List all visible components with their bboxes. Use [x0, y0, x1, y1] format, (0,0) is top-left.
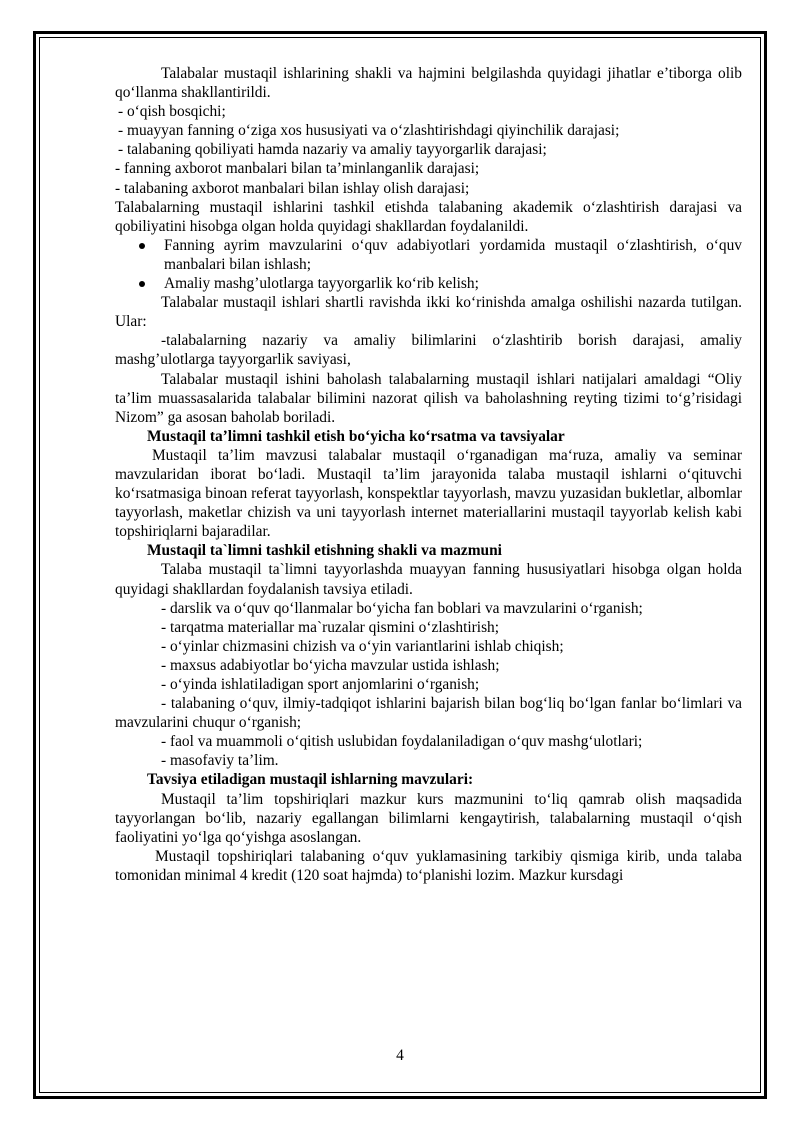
section3-item: - maxsus adabiyotlar bo‘yicha mavzular ustida ishlash;	[161, 656, 500, 674]
section-heading: Mustaqil ta’limni tashkil etish bo‘yicha ko‘rsatma va tavsiyalar	[147, 427, 565, 445]
section1-paragraph: Talabalarning mustaqil ishlarini tashkil etishda talabaning akademik o‘zlashtirish darajasi va qobiliyatini hisobga olgan holda quyidagi shakllardan foydalanildi.	[115, 198, 742, 235]
bullet-text: Amaliy mashg’ulotlarga tayyorgarlik ko‘rib kelish;	[164, 275, 479, 293]
section1-item: - talabaning qobiliyati hamda nazariy va amaliy tayyorgarlik darajasi;	[118, 141, 547, 159]
section1-item: - talabaning axborot manbalari bilan ishlay olish darajasi;	[115, 179, 470, 197]
section1-item: - muayyan fanning o‘ziga xos hususiyati va o‘zlashtirishdagi qiyinchilik darajasi;	[118, 122, 620, 140]
section1-paragraph: Talabalar mustaqil ishlari shartli ravishda ikki ko‘rinishda amalga oshilishi nazarda tutilgan. Ular:	[115, 294, 742, 331]
section1-paragraph: -talabalarning nazariy va amaliy bilimlarini o‘zlashtirib borish darajasi, amaliy mashg’ulotlarga tayyorgarlik saviyasi,	[115, 332, 742, 369]
document-body	[115, 64, 742, 885]
section1-item: - o‘qish bosqichi;	[118, 103, 226, 121]
section3-item: - masofaviy ta’lim.	[161, 752, 279, 770]
bullet-icon	[139, 281, 145, 287]
bullet-item	[115, 274, 742, 293]
section-heading: Mustaqil ta`limni tashkil etishning shakli va mazmuni	[147, 542, 502, 560]
page-number: 4	[396, 1047, 404, 1064]
section3-item: - tarqatma materiallar ma`ruzalar qismini o‘zlashtirish;	[161, 618, 500, 636]
section3-intro: Talaba mustaqil ta`limni tayyorlashda muayyan fanning hususiyatlari hisobga olgan holda quyidagi shakllardan foydalanish tavsiya etiladi.	[115, 561, 742, 598]
section1-item: - fanning axborot manbalari bilan ta’minlanganlik darajasi;	[115, 160, 480, 178]
section3-item: - faol va muammoli o‘qitish uslubidan foydalaniladigan o‘quv mashg‘ulotlari;	[161, 733, 643, 751]
section3-item: - o‘yinda ishlatiladigan sport anjomlarini o‘rganish;	[161, 676, 480, 693]
bullet-icon	[139, 243, 145, 249]
section1-intro: Talabalar mustaqil ishlarining shakli va hajmini belgilashda quyidagi jihatlar e’tiborga olib qo‘llanma shakllantirildi.	[115, 65, 742, 102]
section3-item: - talabaning o‘quv, ilmiy-tadqiqot ishlarini bajarish bilan bog‘liq bo‘lgan fanlar bo‘limlari va mavzularini chuqur o‘rganish;	[115, 695, 742, 732]
bullet-item	[115, 236, 742, 274]
section-heading: Tavsiya etiladigan mustaqil ishlarning mavzulari:	[147, 771, 474, 789]
bullet-list	[115, 236, 742, 293]
bullet-text: Fanning ayrim mavzularini o‘quv adabiyotlari yordamida mustaqil o‘zlashtirish, o‘quv manbalari bilan ishlash;	[164, 236, 742, 273]
section3-item: - o‘yinlar chizmasini chizish va o‘yin variantlarini ishlab chiqish;	[161, 637, 564, 655]
section3-item: - darslik va o‘quv qo‘llanmalar bo‘yicha fan boblari va mavzularini o‘rganish;	[161, 599, 643, 617]
section4-paragraph: Mustaqil ta’lim topshiriqlari mazkur kurs mazmunini to‘liq qamrab olish maqsadida tayyorlangan bo‘lib, nazariy egallangan bilimlarni kengaytirish, talabalarning mustaqil o‘qish faoliyatini yo‘lga qo‘yishga asoslangan.	[115, 790, 742, 846]
section2-paragraph: Mustaqil ta’lim mavzusi talabalar mustaqil o‘rganadigan ma‘ruza, amaliy va seminar mavzularidan iborat bo‘ladi. Mustaqil ta’lim jarayonida talaba mustaqil ishlarni o‘qituvchi ko‘rsatmasiga binoan referat tayyorlash, konspektlar tayyorlash, mavzu yuzasidan bukletlar, albomlar tayyorlash, maketlar chizish va uni tayyorlash internet materiallarini mustaqil tayyorlab kelish kabi topshiriqlarni bajaradilar.	[115, 446, 742, 541]
section1-paragraph: Talabalar mustaqil ishini baholash talabalarning mustaqil ishlari natijalari amaldagi “Oliy ta’lim muassasalarida talabalar bilimini nazorat qilish va baholashning reyting tizimi to‘g’risidagi Nizom” ga asosan baholab boriladi.	[115, 370, 742, 426]
section4-paragraph: Mustaqil topshiriqlari talabaning o‘quv yuklamasining tarkibiy qismiga kirib, unda talaba tomonidan minimal 4 kredit (120 soat hajmda) to‘planishi lozim. Mazkur kursdagi	[115, 847, 742, 884]
